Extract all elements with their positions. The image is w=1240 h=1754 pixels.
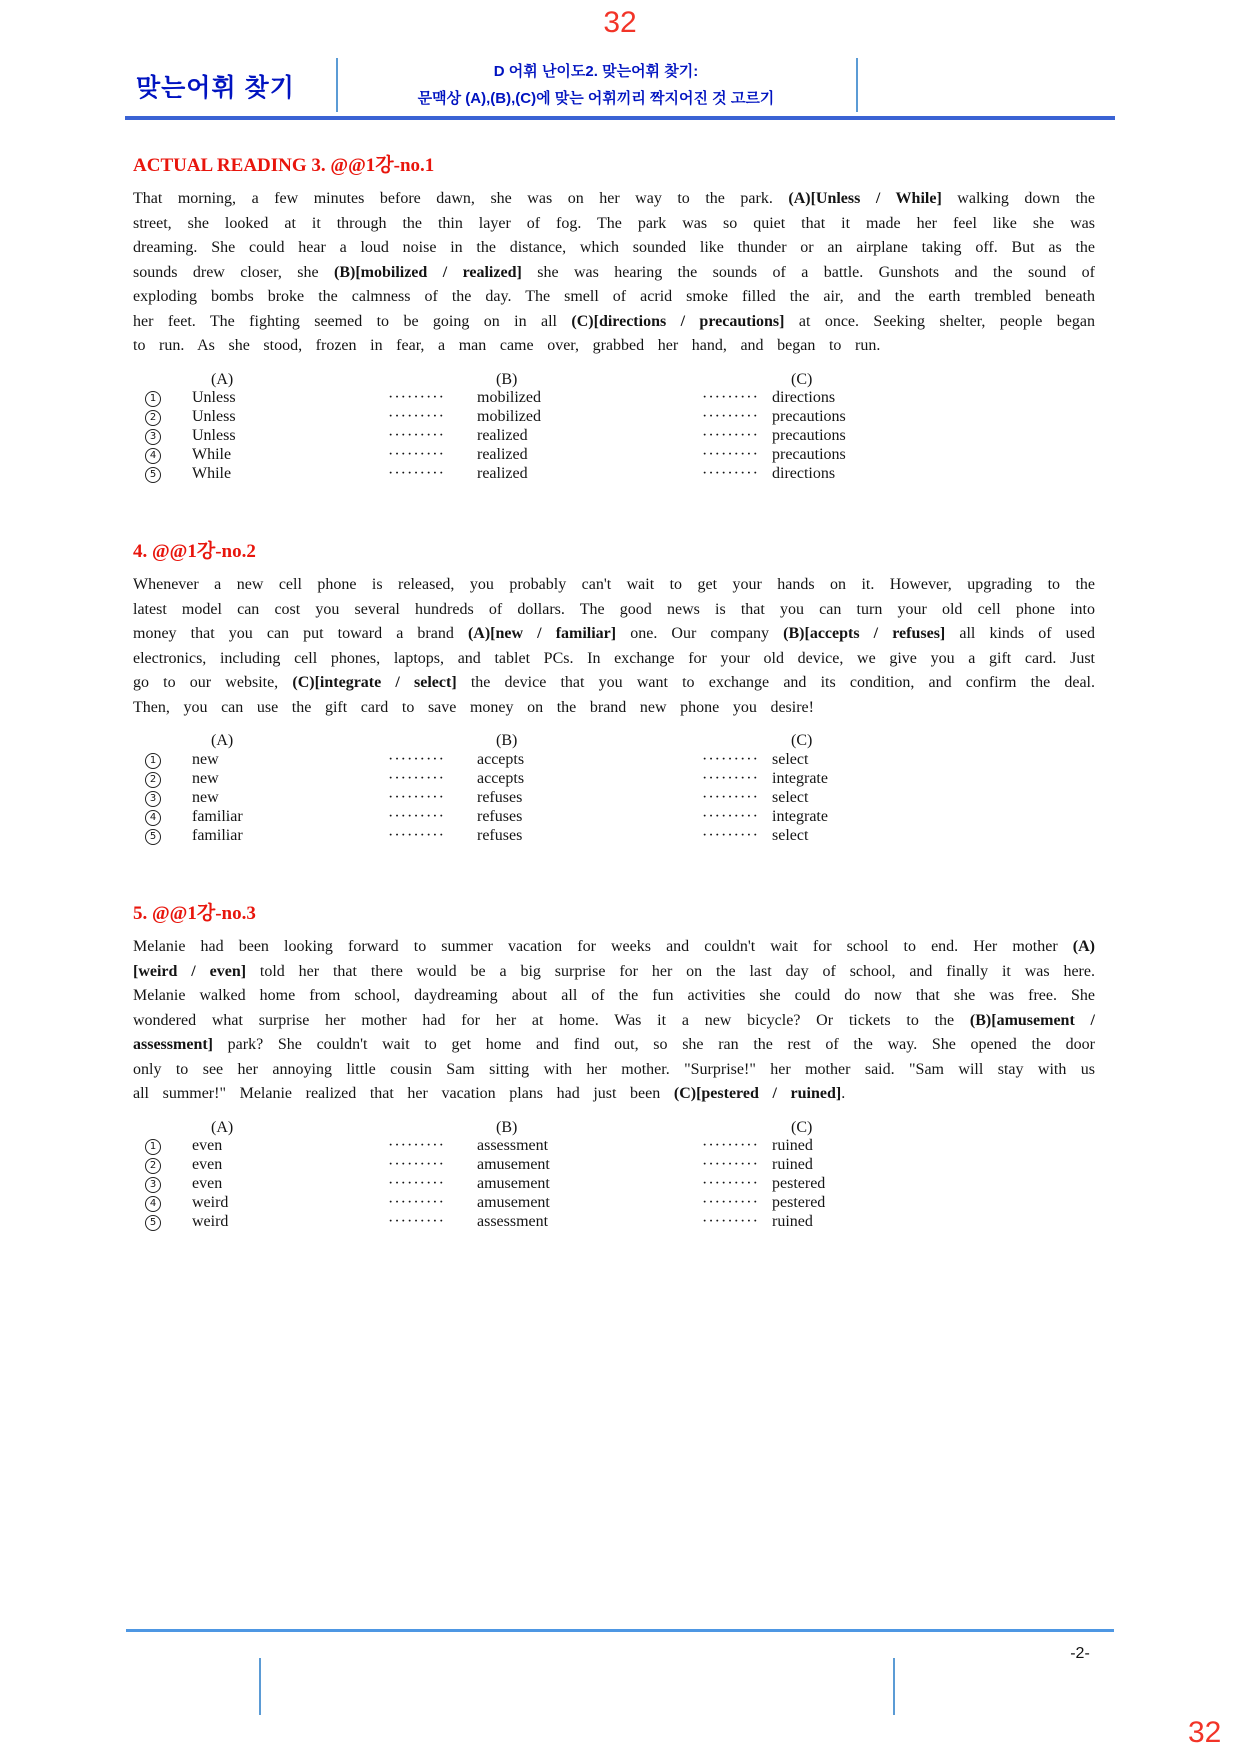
answer-options-table [145,371,1095,485]
circled-number-icon: 4 [145,810,161,826]
dots-leader: ········· [388,389,445,407]
passage-text-segment: . [841,1085,846,1103]
dots-leader: ········· [388,1175,445,1193]
circled-number-icon: 3 [145,429,161,445]
option-b-value: realized [477,427,528,445]
dots-leader: ········· [702,827,759,845]
option-spacer [388,1119,477,1138]
option-spacer [145,1119,192,1138]
passage-text-segment: all kinds of used electronics, including cell phones, laptops, and tablet PCs. In exchange for your old device, we give you a gift card. Just go to our website, [133,625,1095,692]
dots-leader: ········· [702,446,759,464]
option-b-value: refuses [477,789,523,807]
option-c-value: pestered [772,1194,826,1212]
option-number-cell [145,1137,192,1156]
option-b-value: realized [477,446,528,464]
page-header [0,56,1240,116]
footer-rule [126,1629,1114,1632]
passage-text-segment: one. Our company [616,625,784,643]
circled-number-icon: 5 [145,829,161,845]
option-row [145,808,1095,827]
question-section-2 [133,536,1095,846]
circled-number-icon: 3 [145,791,161,807]
option-b-value: assessment [477,1137,549,1155]
dots-leader: ········· [388,1137,445,1155]
option-b-value: refuses [477,808,523,826]
option-number-cell [145,770,192,789]
option-number-cell [145,1175,192,1194]
dots-leader: ········· [388,808,445,826]
options-header-row [145,371,1095,390]
circled-number-icon: 1 [145,1139,161,1155]
question-passage [133,187,1095,359]
option-a-value: Unless [192,389,236,407]
option-row [145,446,1095,465]
circled-number-icon: 1 [145,753,161,769]
option-a-value: Unless [192,427,236,445]
option-column-header: (B) [496,732,518,750]
option-b-value: amusement [477,1194,550,1212]
option-number-cell [145,751,192,770]
dots-leader: ········· [702,808,759,826]
dots-leader: ········· [388,1213,445,1231]
option-c-value: integrate [772,808,828,826]
footer-page-label: -2- [1070,1645,1090,1662]
dots-leader: ········· [388,789,445,807]
option-column-header: (B) [496,370,518,388]
option-column-header: (C) [791,732,813,750]
option-number-cell [145,389,192,408]
passage-text-segment: park? She couldn't wait to get home and find out, so she ran the rest of the way. She opened the door only to see her annoying little cousin Sam sitting with her mother. "Surprise!" her mother said. "Sam will stay with us all summer!" Melanie realized that her vacation plans had just been [133,1036,1095,1103]
option-row [145,789,1095,808]
option-a-value: even [192,1137,223,1155]
passage-choice-pair: (B)[mobilized / realized] [333,263,522,281]
dots-leader: ········· [702,1194,759,1212]
circled-number-icon: 2 [145,410,161,426]
question-passage [133,573,1095,720]
circled-number-icon: 2 [145,1158,161,1174]
option-b-value: refuses [477,827,523,845]
option-spacer [145,732,192,751]
dots-leader: ········· [702,465,759,483]
option-column-header: (C) [791,370,813,388]
option-row [145,1194,1095,1213]
header-separator-left [336,58,338,112]
passage-text-segment: she was hearing the sounds of a battle. Gunshots and the sound of exploding bombs broke the calmness of the day. The smell of acrid smoke filled the air, and the earth trembled beneath her feet. The fighting seemed to be going on in all [133,263,1095,330]
passage-choice-pair: (C)[pestered / ruined] [673,1085,842,1103]
dots-leader: ········· [388,1156,445,1174]
option-column-header: (B) [496,1118,518,1136]
circled-number-icon: 4 [145,1196,161,1212]
option-row [145,465,1095,484]
option-c-value: ruined [772,1156,813,1174]
option-number-cell [145,1213,192,1232]
option-number-cell [145,827,192,846]
dots-leader: ········· [702,1137,759,1155]
option-spacer [388,371,477,390]
options-header-row [145,732,1095,751]
header-separator-right [856,58,858,112]
option-c-value: ruined [772,1137,813,1155]
option-a-value: familiar [192,808,243,826]
option-a-value: weird [192,1194,229,1212]
option-number-cell [145,1194,192,1213]
option-c-value: pestered [772,1175,826,1193]
option-spacer [702,1119,772,1138]
option-c-value: directions [772,389,836,407]
option-number-cell [145,446,192,465]
dots-leader: ········· [702,1175,759,1193]
option-a-value: familiar [192,827,243,845]
option-row [145,427,1095,446]
option-a-value: even [192,1156,223,1174]
dots-leader: ········· [388,1194,445,1212]
answer-options-table [145,1119,1095,1233]
option-row [145,389,1095,408]
option-number-cell [145,1156,192,1175]
option-b-value: assessment [477,1213,549,1231]
passage-text-segment: walking down the street, she looked at it through the thin layer of fog. The park was so quiet that it made her feel like she was dreaming. She could hear a loud noise in the distance, which sounded like thunder or an airplane taking off. But as the sounds drew closer, she [133,190,1095,281]
option-row [145,1213,1095,1232]
question-section-1 [133,150,1095,484]
answer-options-table [145,732,1095,846]
option-number-cell [145,789,192,808]
option-c-value: precautions [772,427,846,445]
passage-text-segment: That morning, a few minutes before dawn, she was on her way to the park. [133,190,789,207]
option-spacer [145,371,192,390]
question-section-3 [133,898,1095,1232]
option-spacer [702,732,772,751]
option-b-value: mobilized [477,389,541,407]
option-a-value: While [192,446,232,464]
dots-leader: ········· [388,751,445,769]
option-a-value: even [192,1175,223,1193]
dots-leader: ········· [388,465,445,483]
footer-separator-left [259,1658,261,1715]
question-title: ACTUAL READING 3. @@1강-no.1 [133,155,435,176]
option-b-value: accepts [477,751,525,769]
dots-leader: ········· [702,751,759,769]
header-section-title: 맞는어휘 찾기 [136,74,295,102]
options-header-row [145,1119,1095,1138]
circled-number-icon: 2 [145,772,161,788]
dots-leader: ········· [702,1213,759,1231]
option-c-value: ruined [772,1213,813,1231]
circled-number-icon: 5 [145,467,161,483]
dots-leader: ········· [702,427,759,445]
option-number-cell [145,808,192,827]
option-spacer [702,371,772,390]
option-column-header: (A) [211,1118,234,1136]
question-title: 4. @@1강-no.2 [133,541,256,563]
header-subtitle [346,58,846,112]
header-subtitle-line1: D 어휘 난이도2. 맞는어휘 찾기: [493,63,699,80]
option-c-value: integrate [772,770,828,788]
option-a-value: new [192,770,219,788]
worksheet-content [133,150,1095,1284]
option-number-cell [145,427,192,446]
dots-leader: ········· [702,1156,759,1174]
dots-leader: ········· [702,770,759,788]
header-subtitle-line2: 문맥상 (A),(B),(C)에 맞는 어휘끼리 짝지어진 것 고르기 [417,90,775,107]
page-number-bottom: 32 [1188,1716,1222,1749]
question-passage [133,935,1095,1107]
option-number-cell [145,408,192,427]
option-c-value: precautions [772,446,846,464]
option-spacer [388,732,477,751]
circled-number-icon: 5 [145,1215,161,1231]
dots-leader: ········· [388,770,445,788]
dots-leader: ········· [388,427,445,445]
option-row [145,1156,1095,1175]
option-c-value: select [772,751,809,769]
option-b-value: amusement [477,1175,550,1193]
option-number-cell [145,465,192,484]
dots-leader: ········· [702,408,759,426]
option-column-header: (C) [791,1118,813,1136]
option-row [145,751,1095,770]
dots-leader: ········· [702,789,759,807]
option-c-value: select [772,827,809,845]
dots-leader: ········· [702,389,759,407]
question-title: 5. @@1강-no.3 [133,903,256,925]
passage-choice-pair: (A)[new / familiar] [467,625,617,643]
passage-text-segment: told her that there would be a big surprise for her on the last day of school, and finally it was here. Melanie walked home from school, daydreaming about all of the fun activities she could do now that she was free. She wondered what surprise her mother had for her at home. Was it a new bicycle? Or tickets to the [133,962,1095,1029]
option-row [145,1137,1095,1156]
option-row [145,827,1095,846]
option-row [145,1175,1095,1194]
option-a-value: While [192,465,232,483]
option-row [145,770,1095,789]
option-c-value: precautions [772,408,846,426]
option-a-value: weird [192,1213,229,1231]
option-c-value: directions [772,465,836,483]
option-b-value: accepts [477,770,525,788]
passage-choice-pair: (C)[integrate / select] [292,674,457,692]
option-column-header: (A) [211,732,234,750]
passage-choice-pair: (A)[weird / even] [133,938,1095,980]
page-number-top: 32 [603,6,637,39]
option-c-value: select [772,789,809,807]
option-a-value: new [192,751,219,769]
dots-leader: ········· [388,446,445,464]
option-b-value: amusement [477,1156,550,1174]
footer-separator-right [893,1658,895,1715]
circled-number-icon: 1 [145,391,161,407]
circled-number-icon: 4 [145,448,161,464]
passage-text-segment: Melanie had been looking forward to summer vacation for weeks and couldn't wait for school to end. Her mother [133,938,1073,956]
option-a-value: new [192,789,219,807]
option-a-value: Unless [192,408,236,426]
dots-leader: ········· [388,408,445,426]
passage-choice-pair: (C)[directions / precautions] [571,312,785,330]
option-row [145,408,1095,427]
passage-text-segment: the device that you want to exchange and its condition, and confirm the deal. Then, you can use the gift card to save money on the brand new phone you desire! [133,674,1095,716]
header-rule [125,116,1115,120]
option-b-value: mobilized [477,408,541,426]
option-b-value: realized [477,465,528,483]
passage-text-segment: Whenever a new cell phone is released, you probably can't wait to get your hands on it. However, upgrading to the latest model can cost you several hundreds of dollars. The good news is that you can turn your old cell phone into money that you can put toward a brand [133,576,1095,643]
passage-choice-pair: (B)[accepts / refuses] [783,625,946,643]
circled-number-icon: 3 [145,1177,161,1193]
passage-text-segment: at once. Seeking shelter, people began to run. As she stood, frozen in fear, a man came over, grabbed her hand, and began to run. [133,312,1096,354]
dots-leader: ········· [388,827,445,845]
option-column-header: (A) [211,370,234,388]
passage-choice-pair: (A)[Unless / While] [788,190,942,207]
passage-choice-pair: (B)[amusement / assessment] [133,1011,1095,1054]
